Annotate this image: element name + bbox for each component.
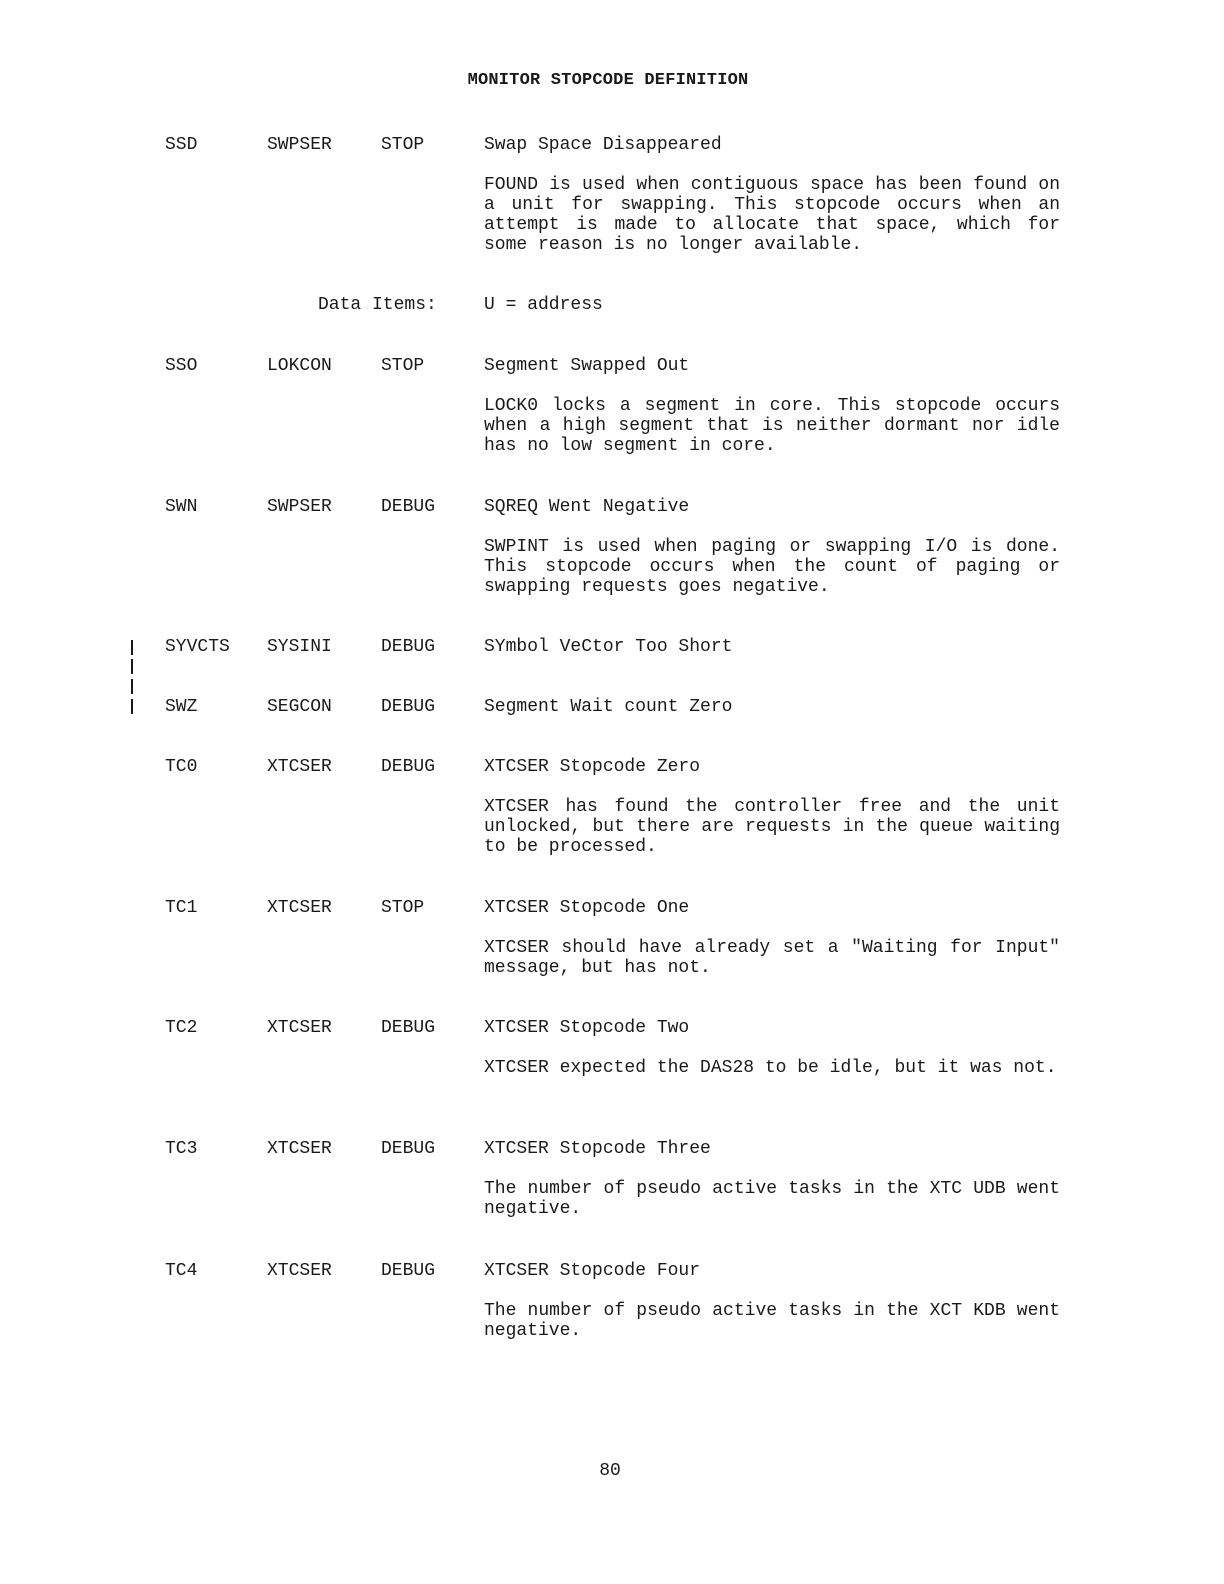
stopcode-type: DEBUG [381, 497, 436, 517]
stopcode-type: DEBUG [381, 637, 436, 657]
stopcode-name: TC3 [165, 1139, 198, 1159]
page-title: MONITOR STOPCODE DEFINITION [467, 71, 749, 90]
stopcode-title: XTCSER Stopcode Three [484, 1139, 711, 1159]
stopcode-description: FOUND is used when contiguous space has been found on a unit for swapping. This stopcode occurs when an attempt is made to allocate that space, which for some reason is no longer available. [484, 175, 1060, 255]
change-bar [131, 699, 133, 714]
stopcode-description: XTCSER should have already set a "Waiting for Input" message, but has not. [484, 938, 1060, 978]
stopcode-title: XTCSER Stopcode One [484, 898, 690, 918]
stopcode-name: SWN [165, 497, 198, 517]
stopcode-name: TC1 [165, 898, 198, 918]
stopcode-type: STOP [381, 135, 425, 155]
data-items-value: U = address [484, 295, 603, 315]
stopcode-title: SYmbol VeCtor Too Short [484, 637, 733, 657]
stopcode-type: DEBUG [381, 1139, 436, 1159]
stopcode-description: LOCK0 locks a segment in core. This stopcode occurs when a high segment that is neither dormant nor idle has no low segment in core. [484, 396, 1060, 456]
page-number: 80 [599, 1461, 621, 1481]
stopcode-description: XTCSER expected the DAS28 to be idle, but it was not. [484, 1058, 1057, 1078]
stopcode-module: XTCSER [267, 898, 332, 918]
stopcode-module: XTCSER [267, 757, 332, 777]
stopcode-type: STOP [381, 898, 425, 918]
change-bar [131, 659, 133, 674]
stopcode-description: The number of pseudo active tasks in the XTC UDB went negative. [484, 1179, 1060, 1219]
stopcode-module: LOKCON [267, 356, 332, 376]
stopcode-module: SWPSER [267, 135, 332, 155]
stopcode-type: DEBUG [381, 697, 436, 717]
stopcode-description: The number of pseudo active tasks in the XCT KDB went negative. [484, 1301, 1060, 1341]
stopcode-name: SWZ [165, 697, 198, 717]
stopcode-module: SYSINI [267, 637, 332, 657]
change-bar [131, 679, 133, 694]
stopcode-title: XTCSER Stopcode Two [484, 1018, 690, 1038]
stopcode-module: SWPSER [267, 497, 332, 517]
data-items-label: Data Items: [318, 295, 437, 315]
stopcode-name: TC0 [165, 757, 198, 777]
stopcode-title: SQREQ Went Negative [484, 497, 690, 517]
change-bar [131, 640, 133, 655]
stopcode-title: XTCSER Stopcode Zero [484, 757, 701, 777]
stopcode-title: XTCSER Stopcode Four [484, 1261, 701, 1281]
stopcode-module: XTCSER [267, 1018, 332, 1038]
stopcode-type: STOP [381, 356, 425, 376]
stopcode-name: SSD [165, 135, 198, 155]
stopcode-name: SSO [165, 356, 198, 376]
stopcode-type: DEBUG [381, 1018, 436, 1038]
stopcode-name: TC4 [165, 1261, 198, 1281]
stopcode-name: TC2 [165, 1018, 198, 1038]
stopcode-name: SYVCTS [165, 637, 230, 657]
stopcode-title: Segment Swapped Out [484, 356, 690, 376]
stopcode-type: DEBUG [381, 757, 436, 777]
stopcode-title: Swap Space Disappeared [484, 135, 722, 155]
stopcode-module: XTCSER [267, 1139, 332, 1159]
stopcode-module: SEGCON [267, 697, 332, 717]
stopcode-description: SWPINT is used when paging or swapping I/O is done. This stopcode occurs when the count of paging or swapping requests goes negative. [484, 537, 1060, 597]
stopcode-description: XTCSER has found the controller free and the unit unlocked, but there are requests in the queue waiting to be processed. [484, 797, 1060, 857]
stopcode-module: XTCSER [267, 1261, 332, 1281]
stopcode-title: Segment Wait count Zero [484, 697, 733, 717]
stopcode-type: DEBUG [381, 1261, 436, 1281]
